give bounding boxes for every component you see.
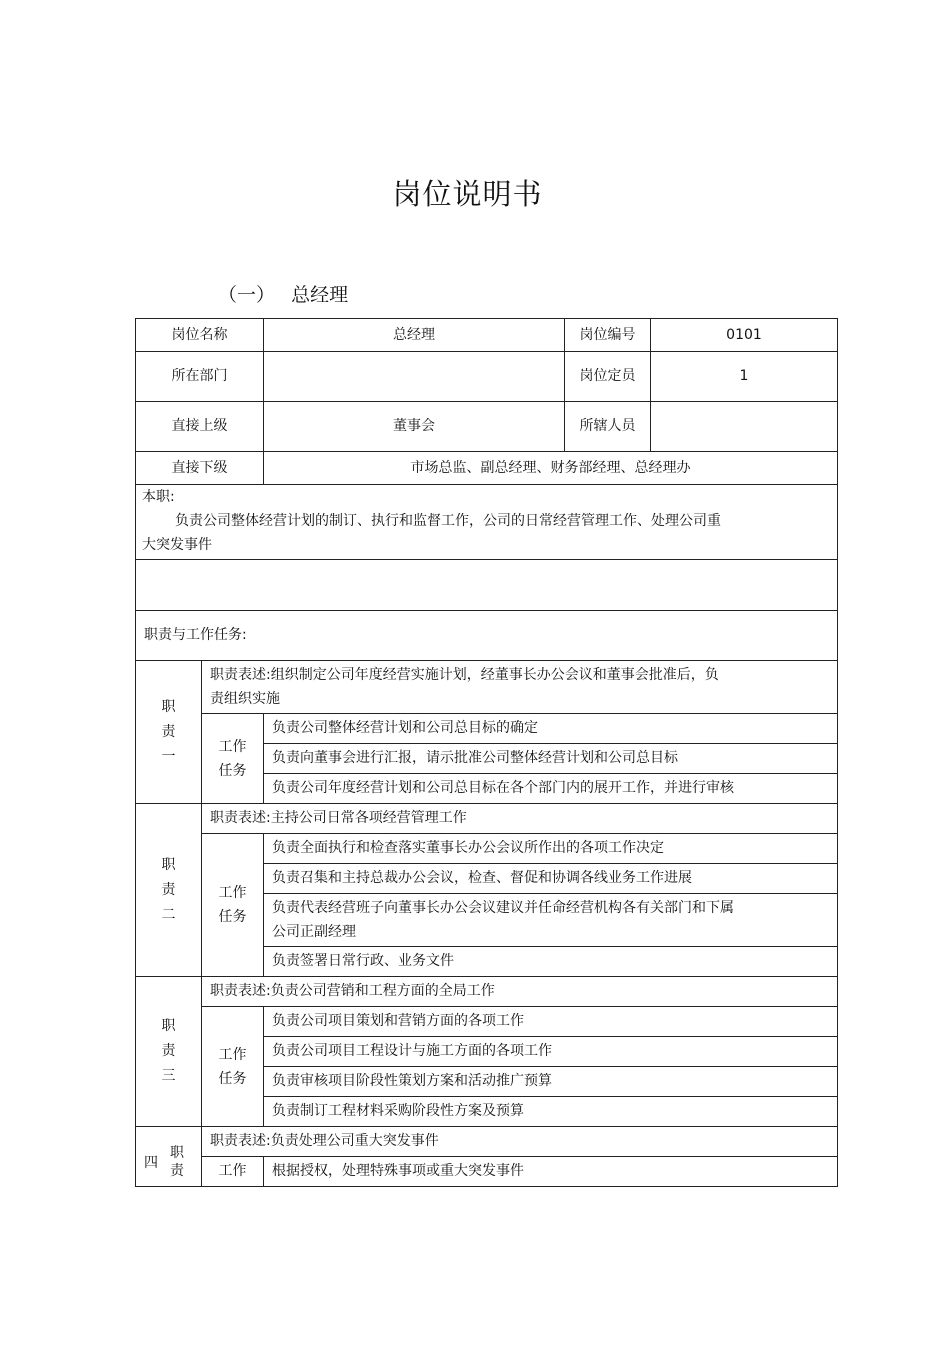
table-row: [136, 319, 838, 352]
table-row: [136, 485, 838, 560]
subordinates-count-label: 所辖人员: [565, 402, 651, 452]
table-row: [136, 1157, 838, 1187]
subordinate-label: 直接下级: [136, 452, 264, 485]
duty-1-task: 负责公司整体经营计划和公司总目标的确定: [264, 714, 838, 744]
table-row: [136, 1007, 838, 1037]
duty-4-task: 根据授权，处理特殊事项或重大突发事件: [264, 1157, 838, 1187]
table-row: [136, 611, 838, 661]
duty-3-name: 职 责 三: [136, 977, 202, 1127]
post-name-label: 岗位名称: [136, 319, 264, 352]
duty-4-description: 职责表述:负责处理公司重大突发事件: [202, 1127, 838, 1157]
superior-label: 直接上级: [136, 402, 264, 452]
duty-3-task: 负责公司项目工程设计与施工方面的各项工作: [264, 1037, 838, 1067]
duty-3-task: 负责制订工程材料采购阶段性方案及预算: [264, 1097, 838, 1127]
duty-2-description: 职责表述:主持公司日常各项经营管理工作: [202, 804, 838, 834]
table-row: [136, 1127, 838, 1157]
table-row: [136, 352, 838, 402]
page-title: 岗位说明书: [392, 177, 543, 211]
duty-1-task: 负责向董事会进行汇报，请示批准公司整体经营计划和公司总目标: [264, 744, 838, 774]
headcount-label: 岗位定员: [565, 352, 651, 402]
table-row: [136, 977, 838, 1007]
summary-text-continued: 大突发事件: [142, 537, 212, 553]
table-row: [136, 804, 838, 834]
duties-header: 职责与工作任务:: [136, 611, 838, 661]
duty-3-description: 职责表述:负责公司营销和工程方面的全局工作: [202, 977, 838, 1007]
post-code-value: 0101: [651, 319, 838, 352]
duty-3-task-label: 工作 任务: [202, 1007, 264, 1127]
section-number: （一）: [218, 284, 276, 306]
summary-cell: [136, 485, 838, 560]
duty-2-task: 负责签署日常行政、业务文件: [264, 947, 838, 977]
section-heading: [218, 280, 348, 307]
duty-3-task: 负责审核项目阶段性策划方案和活动推广预算: [264, 1067, 838, 1097]
duty-4-task-label: 工作: [202, 1157, 264, 1187]
duty-2-name: 职 责 二: [136, 804, 202, 977]
duty-1-task: 负责公司年度经营计划和公司总目标在各个部门内的展开工作，并进行审核: [264, 774, 838, 804]
table-row: [136, 714, 838, 744]
summary-label: 本职:: [142, 489, 175, 505]
post-code-label: 岗位编号: [565, 319, 651, 352]
duty-1-name: 职 责 一: [136, 661, 202, 804]
duty-4-name: 四 职 责: [136, 1127, 202, 1187]
table-row: [136, 402, 838, 452]
summary-text: 负责公司整体经营计划的制订、执行和监督工作，公司的日常经营管理工作、处理公司重: [175, 513, 721, 529]
subordinates-value: 市场总监、副总经理、财务部经理、总经理办: [264, 452, 838, 485]
duty-3-task: 负责公司项目策划和营销方面的各项工作: [264, 1007, 838, 1037]
headcount-value: 1: [651, 352, 838, 402]
department-value: [264, 352, 565, 402]
department-label: 所在部门: [136, 352, 264, 402]
table-row: [136, 834, 838, 864]
table-row: [136, 560, 838, 611]
table-row: [136, 452, 838, 485]
duty-1-description: 职责表述:组织制定公司年度经营实施计划，经董事长办公会议和董事会批准后，负 责组织实施: [202, 661, 838, 714]
duty-2-task: 负责全面执行和检查落实董事长办公会议所作出的各项工作决定: [264, 834, 838, 864]
duty-2-task: 负责召集和主持总裁办公会议，检查、督促和协调各线业务工作进展: [264, 864, 838, 894]
duty-2-task: 负责代表经营班子向董事长办公会议建议并任命经营机构各有关部门和下属 公司正副经理: [264, 894, 838, 947]
section-title: 总经理: [291, 284, 349, 306]
superior-value: 董事会: [264, 402, 565, 452]
subordinates-count-value: [651, 402, 838, 452]
blank-cell: [136, 560, 838, 611]
table-row: [136, 661, 838, 714]
job-description-table: [135, 318, 838, 1187]
duty-1-task-label: 工作 任务: [202, 714, 264, 804]
post-name-value: 总经理: [264, 319, 565, 352]
duty-2-task-label: 工作 任务: [202, 834, 264, 977]
